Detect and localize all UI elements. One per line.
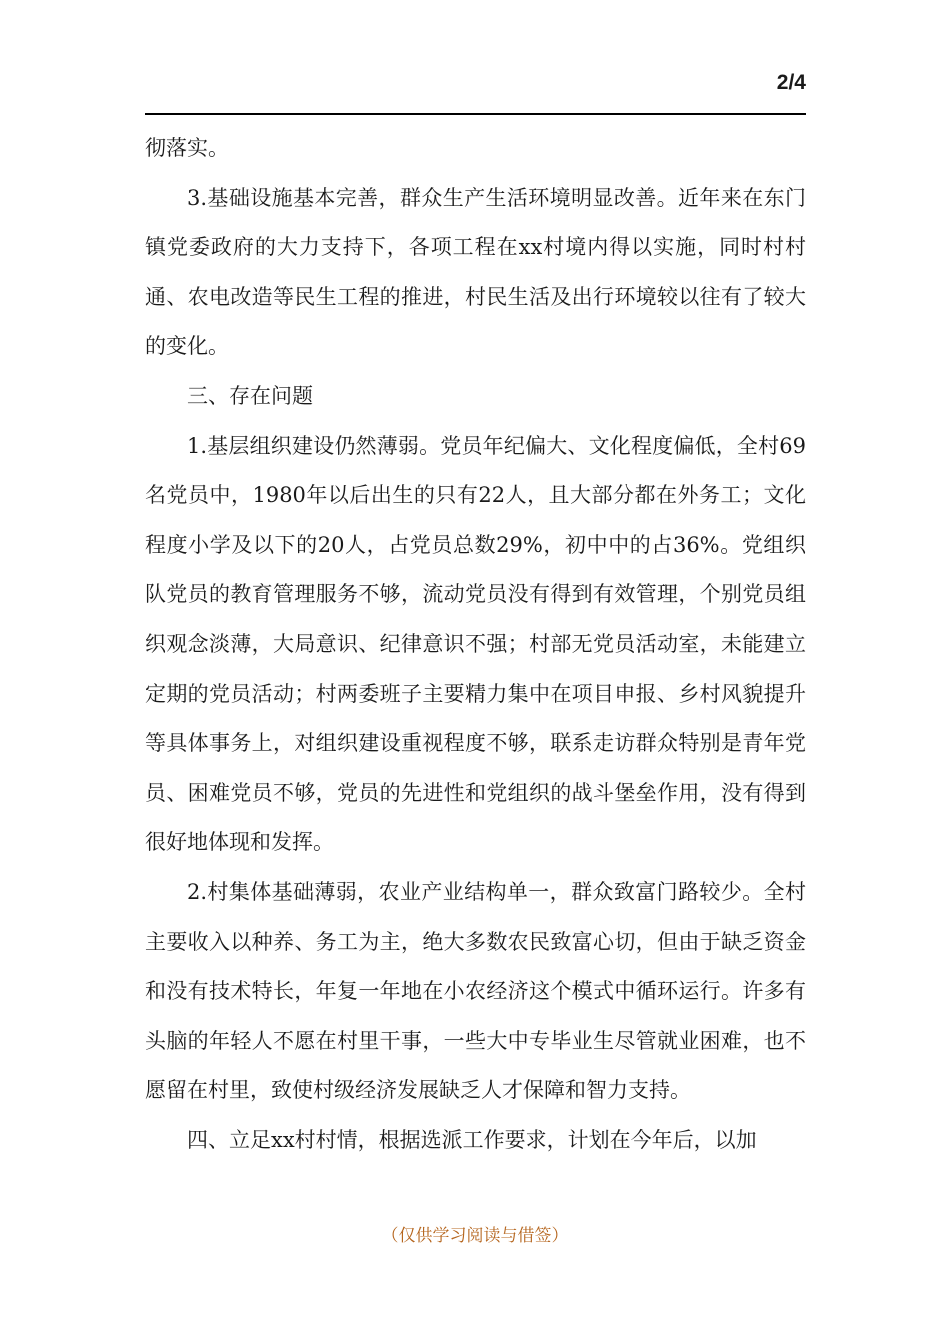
paragraph-economy: 2.村集体基础薄弱，农业产业结构单一，群众致富门路较少。全村主要收入以种养、务工为主，绝大多数农民致富心切，但由于缺乏资金和没有技术特长，年复一年地在小农经济这个模式中循环运行。许多有头脑的年轻人不愿在村里干事，一些大中专毕业生尽管就业困难，也不愿留在村里，致使村级经济发展缺乏人才保障和智力支持。 xyxy=(145,879,806,1103)
paragraph-infrastructure: 3.基础设施基本完善，群众生产生活环境明显改善。近年来在东门镇党委政府的大力支持下，各项工程在xx村境内得以实施，同时村村通、农电改造等民生工程的推进，村民生活及出行环境较以往有了较大的变化。 xyxy=(145,185,806,359)
paragraph-continuation: 彻落实。 xyxy=(145,136,229,160)
section-heading-problems: 三、存在问题 xyxy=(187,383,313,408)
section-heading-plan: 四、立足xx村村情，根据选派工作要求，计划在今年后，以加 xyxy=(187,1127,757,1152)
paragraph-organization: 1.基层组织建设仍然薄弱。党员年纪偏大、文化程度偏低，全村69名党员中，1980年以后出生的只有22人，且大部分都在外务工；文化程度小学及以下的20人，占党员总数29%，初中中的占36%。党组织队党员的教育管理服务不够，流动党员没有得到有效管理，个别党员组织观念淡薄，大局意识、纪律意识不强；村部无党员活动室，未能建立定期的党员活动；村两委班子主要精力集中在项目申报、乡村风貌提升等具体事务上，对组织建设重视程度不够，联系走访群众特别是青年党员、困难党员不够，党员的先进性和党组织的战斗堡垒作用，没有得到很好地体现和发挥。 xyxy=(145,433,806,855)
document-body xyxy=(145,124,806,1165)
page-number: 2/4 xyxy=(776,71,806,94)
footer-note: （仅供学习阅读与借签） xyxy=(381,1226,569,1246)
header-divider xyxy=(145,113,806,115)
